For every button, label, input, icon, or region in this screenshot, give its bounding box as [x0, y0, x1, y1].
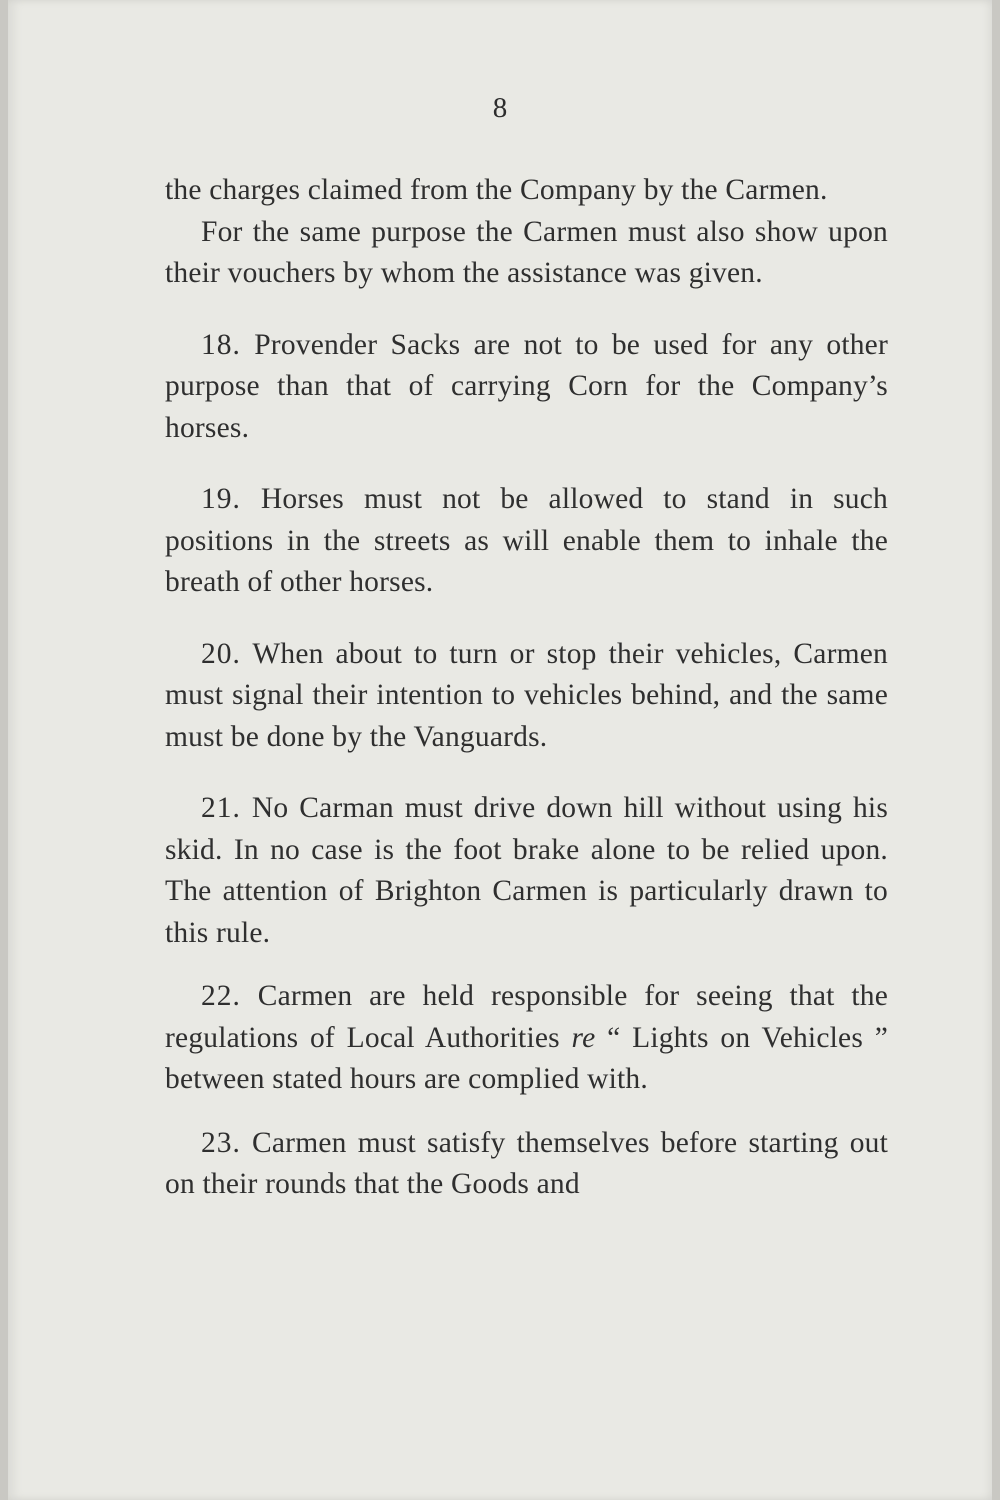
page-body — [165, 170, 888, 1206]
rule-20 — [165, 634, 888, 759]
rule-text: Carmen are held responsible for seeing that the regulations of Local Authorities — [165, 980, 889, 1054]
rule-23 — [165, 1123, 888, 1206]
rule-text: Provender Sacks are not to be used for any other purpose than that of carrying Corn for the Company’s horses. — [165, 328, 888, 444]
rule-22 — [165, 976, 888, 1101]
paragraph-continued: the charges claimed from the Company by the Carmen. — [165, 174, 828, 206]
paragraph-gap — [165, 1101, 888, 1123]
page-number: 8 — [492, 92, 508, 124]
rule-21 — [165, 788, 888, 954]
paragraph-gap — [165, 604, 888, 634]
rule-text: When about to turn or stop their vehicles, Carmen must signal their intention to vehicles behind, and the same must be done by the Vanguards. — [165, 637, 888, 753]
rule-number: 23. — [201, 1126, 241, 1159]
paragraph-vouchers: For the same purpose the Carmen must also show upon their vouchers by whom the assistance was given. — [165, 215, 888, 289]
rule-19 — [165, 479, 888, 604]
paragraph-gap — [165, 954, 888, 976]
rule-text: Carmen must satisfy themselves before starting out on their rounds that the Goods and — [165, 1126, 888, 1200]
rule-text: No Carman must drive down hill without using his skid. In no case is the foot brake alone to be relied upon. The attention of Brighton Carmen is particularly drawn to this rule. — [165, 792, 888, 949]
rule-text-italic: re — [571, 1021, 596, 1054]
paragraph-gap — [165, 449, 888, 479]
rule-number: 18. — [201, 328, 241, 361]
rule-text: Horses must not be allowed to stand in such positions in the streets as will enable them to inhale the breath of other horses. — [165, 483, 889, 598]
rule-number: 22. — [201, 980, 241, 1012]
paragraph-gap — [165, 758, 888, 788]
paragraph-gap — [165, 295, 888, 325]
rule-number: 19. — [201, 483, 241, 515]
rule-number: 21. — [201, 792, 241, 824]
rule-18 — [165, 325, 888, 450]
rule-number: 20. — [201, 637, 241, 670]
rule-text: “ Lights on Vehicles ” between stated hours are complied with. — [165, 1021, 888, 1095]
